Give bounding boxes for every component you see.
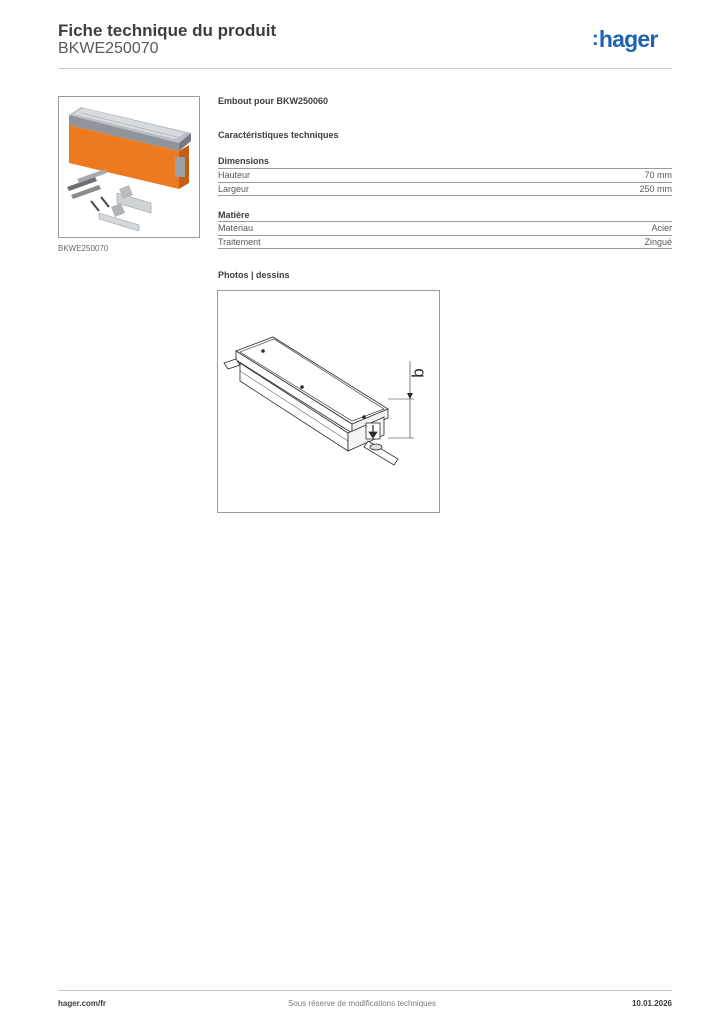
- specs-heading: Caractéristiques techniques: [218, 130, 339, 140]
- spec-value: Acier: [651, 223, 672, 233]
- page-title: Fiche technique du produit: [58, 21, 277, 40]
- hager-logo: [592, 28, 658, 51]
- spec-label: Traitement: [218, 237, 261, 247]
- photo-caption: BKWE250070: [58, 244, 109, 253]
- spec-row-hauteur: [218, 168, 672, 182]
- technical-drawing: [217, 290, 440, 513]
- spec-row-materiau: [218, 221, 672, 235]
- product-description: Embout pour BKW250060: [218, 96, 329, 106]
- spec-row-largeur: [218, 182, 672, 196]
- spec-label: Largeur: [218, 184, 250, 194]
- technical-drawing-illustration: [218, 291, 439, 512]
- spec-row-traitement: [218, 235, 672, 249]
- logo-colon-mark: :: [592, 28, 598, 50]
- spec-label: Hauteur: [218, 170, 251, 180]
- footer-website-link[interactable]: hager.com/fr: [58, 999, 107, 1008]
- photos-heading: Photos | dessins: [218, 270, 290, 280]
- product-photo: [58, 96, 200, 238]
- product-reference: BKWE250070: [58, 40, 159, 57]
- logo-text: hager: [598, 26, 658, 52]
- product-photo-illustration: [59, 97, 199, 237]
- spec-group-title-dimensions: Dimensions: [218, 156, 270, 166]
- dimension-label-b: b: [408, 368, 428, 378]
- footer-disclaimer: Sous réserve de modifications techniques: [287, 999, 437, 1008]
- spec-value: Zingué: [644, 237, 672, 247]
- header-divider: [58, 68, 672, 69]
- footer-date: 10.01.2026: [631, 999, 672, 1008]
- spec-value: 70 mm: [644, 170, 672, 180]
- spec-group-title-matiere: Matière: [218, 210, 250, 220]
- spec-value: 250 mm: [639, 184, 672, 194]
- spec-label: Matériau: [218, 223, 254, 233]
- footer-divider: [58, 990, 672, 991]
